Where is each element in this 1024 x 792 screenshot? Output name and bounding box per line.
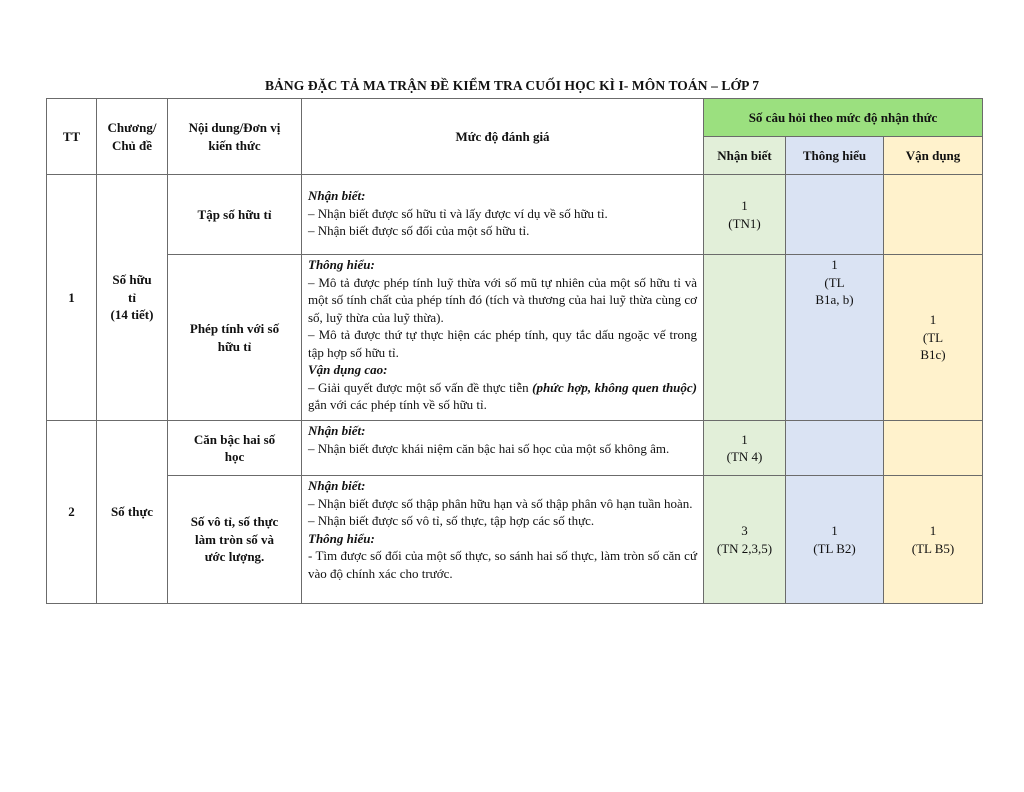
description-line: – Nhận biết được số đối của một số hữu tỉ. bbox=[308, 223, 530, 238]
table-row bbox=[47, 421, 983, 476]
van-dung-cell bbox=[884, 255, 983, 421]
count-code: (TL bbox=[824, 274, 845, 290]
description-cell bbox=[302, 175, 704, 255]
unit-cell bbox=[168, 421, 302, 476]
count-code: (TL bbox=[922, 329, 944, 345]
header-van-dung: Vận dụng bbox=[884, 137, 983, 175]
header-question-count: Số câu hỏi theo mức độ nhận thức bbox=[704, 99, 983, 137]
count-value: 1 bbox=[741, 431, 748, 447]
unit-line-3: ước lượng. bbox=[204, 549, 265, 565]
chapter-line-3: (14 tiết) bbox=[110, 307, 154, 323]
chapter-line-1: Số hữu bbox=[112, 272, 152, 288]
thong-hieu-cell bbox=[786, 175, 884, 255]
header-chapter-line-1: Chương/ bbox=[107, 120, 157, 135]
page-title: BẢNG ĐẶC TẢ MA TRẬN ĐỀ KIỂM TRA CUỐI HỌC KÌ I- MÔN TOÁN – LỚP 7 bbox=[264, 78, 760, 93]
header-assessment-level: Mức độ đánh giá bbox=[302, 99, 704, 175]
description-line: – Nhận biết được số hữu tỉ và lấy được ví dụ về số hữu tỉ. bbox=[308, 205, 608, 221]
row-number: 1 bbox=[47, 175, 97, 421]
unit-line-1: Căn bậc hai số bbox=[193, 431, 276, 447]
nhan-biet-cell bbox=[704, 255, 786, 421]
nhan-biet-cell bbox=[704, 421, 786, 476]
table-row bbox=[47, 476, 983, 604]
description-line bbox=[308, 379, 697, 414]
header-thong-hieu: Thông hiểu bbox=[786, 137, 884, 175]
description-line: – Nhận biết được khái niệm căn bậc hai số học của một số không âm. bbox=[308, 440, 670, 456]
header-chapter-line-2: Chủ đề bbox=[111, 137, 153, 153]
unit-cell bbox=[168, 255, 302, 421]
level-label: Nhận biết: bbox=[308, 478, 366, 493]
count-value: 1 bbox=[831, 257, 838, 272]
description-line: – Nhận biết được số thập phân hữu hạn và số thập phân vô hạn tuần hoàn. bbox=[308, 495, 693, 511]
description-line: – Nhận biết được số vô tỉ, số thực, tập hợp các số thực. bbox=[308, 513, 595, 528]
header-chapter bbox=[97, 99, 168, 175]
level-label: Nhận biết: bbox=[308, 423, 366, 438]
unit-line-2: làm tròn số và bbox=[194, 531, 275, 547]
description-text: gắn với các phép tính về số hữu tỉ. bbox=[308, 397, 487, 412]
thong-hieu-cell bbox=[786, 255, 884, 421]
count-value: 1 bbox=[929, 523, 937, 538]
table-row bbox=[47, 255, 983, 421]
header-content-line-2: kiến thức bbox=[208, 137, 261, 153]
table-row bbox=[47, 175, 983, 255]
row-number: 2 bbox=[47, 421, 97, 604]
unit-line-2: học bbox=[224, 449, 245, 464]
unit-line-1: Phép tính với số bbox=[189, 321, 280, 336]
description-text: – Giải quyết được một số vấn đề thực tiễn bbox=[308, 379, 533, 395]
count-value: 1 bbox=[929, 312, 937, 328]
description-line: – Mô tả được thứ tự thực hiện các phép tính, quy tắc dấu ngoặc vế trong tập hợp số hữu tỉ. bbox=[308, 327, 697, 360]
description-cell bbox=[302, 476, 704, 604]
header-content bbox=[168, 99, 302, 175]
van-dung-cell bbox=[884, 476, 983, 604]
specification-table bbox=[46, 98, 983, 604]
unit-line-1: Số vô tỉ, số thực bbox=[190, 514, 279, 530]
chapter-cell bbox=[97, 175, 168, 421]
level-label: Thông hiểu: bbox=[308, 530, 375, 546]
description-cell bbox=[302, 421, 704, 476]
count-code: B1a, b) bbox=[815, 292, 854, 307]
count-code: (TL B5) bbox=[911, 540, 955, 556]
description-line: – Mô tả được phép tính luỹ thừa với số mũ tự nhiên của một số hữu tỉ và một số tính chất của phép tính đó (tích và thương của hai luỹ thừa cùng cơ số, luỹ thừa của luỹ thừa). bbox=[308, 274, 697, 325]
unit-cell bbox=[168, 476, 302, 604]
unit-cell: Tập số hữu tỉ bbox=[168, 175, 302, 255]
count-value: 1 bbox=[741, 198, 748, 213]
count-code: (TL B2) bbox=[813, 540, 856, 556]
thong-hieu-cell bbox=[786, 421, 884, 476]
description-cell bbox=[302, 255, 704, 421]
level-label: Nhận biết: bbox=[308, 188, 366, 203]
description-line: - Tìm được số đối của một số thực, so sánh hai số thực, làm tròn số căn cứ vào độ chính xác cho trước. bbox=[308, 548, 697, 581]
description-emphasis: (phức hợp, không quen thuộc) bbox=[532, 379, 698, 395]
chapter-line-2: tỉ bbox=[128, 289, 136, 305]
count-code: (TN 4) bbox=[726, 449, 763, 464]
van-dung-cell bbox=[884, 175, 983, 255]
count-code: B1c) bbox=[920, 347, 946, 363]
nhan-biet-cell bbox=[704, 476, 786, 604]
van-dung-cell bbox=[884, 421, 983, 476]
unit-line-2: hữu tỉ bbox=[217, 338, 252, 354]
header-tt: TT bbox=[47, 99, 97, 175]
count-code: (TN 2,3,5) bbox=[716, 540, 773, 556]
level-label: Vận dụng cao: bbox=[308, 362, 388, 377]
count-value: 1 bbox=[831, 523, 838, 538]
level-label: Thông hiểu: bbox=[308, 257, 375, 272]
header-content-line-1: Nội dung/Đơn vị bbox=[188, 120, 281, 135]
nhan-biet-cell bbox=[704, 175, 786, 255]
header-nhan-biet: Nhận biết bbox=[704, 137, 786, 175]
thong-hieu-cell bbox=[786, 476, 884, 604]
count-value: 3 bbox=[741, 523, 748, 538]
chapter-cell: Số thực bbox=[97, 421, 168, 604]
count-code: (TN1) bbox=[728, 215, 761, 231]
